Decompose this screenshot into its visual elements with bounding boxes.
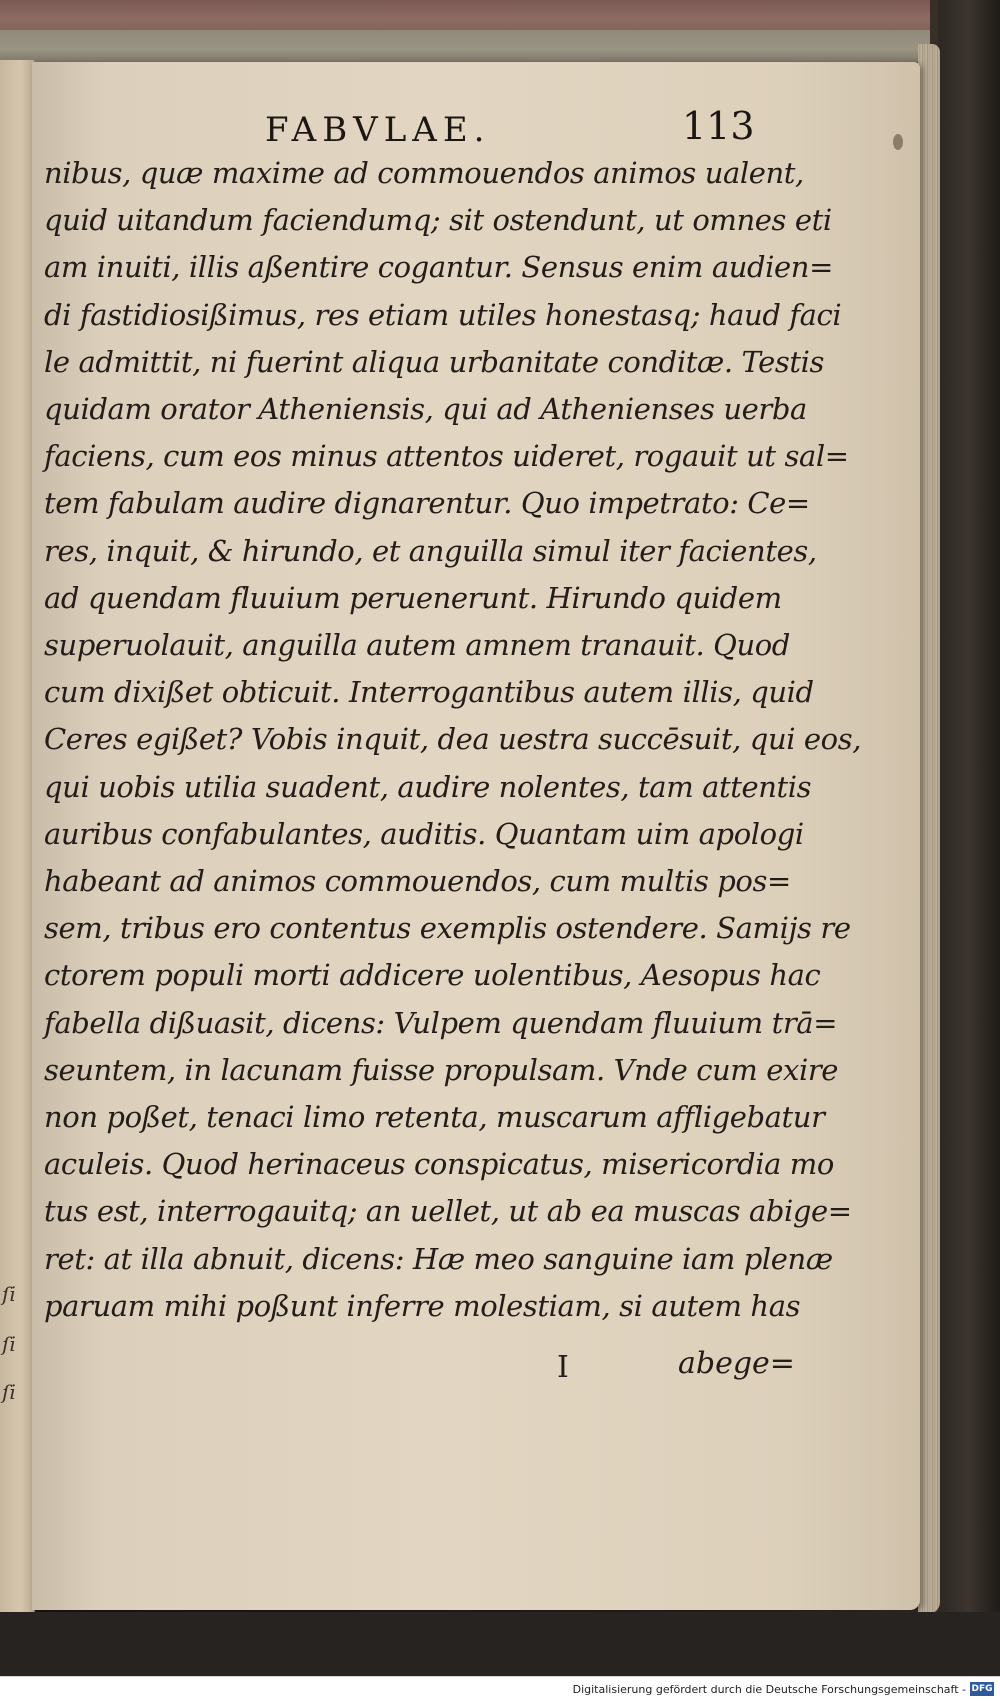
text-line: nibus, quæ maxime ad commouendos animos ualent, — [44, 156, 804, 190]
text-line: ret: at illa abnuit, dicens: Hæ meo sanguine iam plenæ — [44, 1241, 833, 1276]
text-line: sem, tribus ero contentus exemplis ostendere. Samijs re — [44, 911, 851, 946]
text-line: ad quendam fluuium peruenerunt. Hirundo quidem — [44, 580, 782, 615]
text-line: paruam mihi poßunt inferre molestiam, si autem has — [44, 1288, 801, 1323]
text-line: quid uitandum faciendumq; sit ostendunt, ut omnes eti — [44, 203, 832, 238]
running-head: FABVLAE. — [265, 110, 491, 150]
page-number: 113 — [682, 104, 755, 148]
text-line: quidam orator Atheniensis, qui ad Athenienses uerba — [44, 392, 807, 427]
text-line: qui uobis utilia suadent, audire nolentes, tam attentis — [44, 769, 812, 804]
catchword: abege= — [678, 1346, 795, 1381]
text-line: aculeis. Quod herinaceus conspicatus, misericordia mo — [44, 1147, 834, 1182]
book-cover-edge — [938, 0, 1000, 1640]
fore-edge — [918, 44, 940, 1614]
text-line: faciens, cum eos minus attentos uideret, rogauit ut sal= — [44, 439, 849, 474]
page-stack-top — [0, 30, 930, 64]
text-line: superuolauit, anguilla autem amnem tranauit. Quod — [44, 628, 790, 663]
footer-credit: Digitalisierung gefördert durch die Deutsche Forschungsgemeinschaft - — [572, 1683, 966, 1696]
text-line: habeant ad animos commouendos, cum multis pos= — [44, 864, 791, 899]
body-text — [44, 150, 862, 1330]
text-line: am inuiti, illis aßentire cogantur. Sensus enim audien= — [44, 250, 833, 285]
adjacent-fragment: ſi — [2, 1282, 16, 1306]
text-line: ctorem populi morti addicere uolentibus, Aesopus hac — [44, 958, 821, 993]
text-line: seuntem, in lacunam fuisse propulsam. Vnde cum exire — [44, 1052, 839, 1087]
text-line: le admittit, ni fuerint aliqua urbanitate conditæ. Testis — [44, 344, 825, 379]
text-line: Ceres egißet? Vobis inquit, dea uestra succēsuit, qui eos, — [44, 722, 862, 757]
text-line: cum dixißet obticuit. Interrogantibus autem illis, quid — [44, 675, 814, 710]
text-line: fabella dißuasit, dicens: Vulpem quendam fluuium trā= — [44, 1005, 838, 1040]
text-line: res, inquit, & hirundo, et anguilla simul iter facientes, — [44, 533, 817, 568]
digitization-footer — [0, 1676, 1000, 1702]
text-line: di fastidiosißimus, res etiam utiles honestasq; haud faci — [44, 297, 842, 332]
text-line: auribus confabulantes, auditis. Quantam uim apologi — [44, 816, 804, 851]
dfg-logo-icon: DFG — [971, 1684, 993, 1694]
text-line: tus est, interrogauitq; an uellet, ut ab ea muscas abige= — [44, 1194, 852, 1229]
adjacent-fragment: ſi — [2, 1380, 16, 1404]
text-line: tem fabulam audire dignarentur. Quo impetrato: Ce= — [44, 486, 810, 521]
adjacent-page-strip — [0, 60, 35, 1620]
text-line: non poßet, tenaci limo retenta, muscarum affligebatur — [44, 1100, 825, 1135]
signature-mark: I — [557, 1350, 569, 1385]
scan-bottom-background — [0, 1612, 1000, 1676]
page-stain — [893, 134, 903, 150]
adjacent-fragment: ſi — [2, 1332, 16, 1356]
